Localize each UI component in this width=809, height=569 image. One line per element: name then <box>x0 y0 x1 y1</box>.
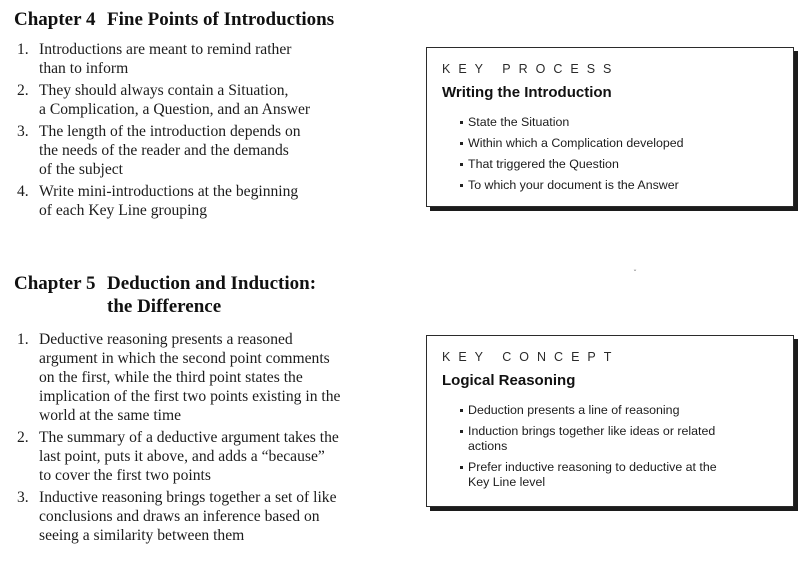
list-item <box>17 122 412 179</box>
item-text: Write mini-introductions at the beginning of each Key Line grouping <box>39 183 299 219</box>
box-kicker: KEY CONCEPT <box>442 350 620 364</box>
item-text: They should always contain a Situation, a Complication, a Question, and an Answer <box>39 82 311 118</box>
chapter-4-title: Fine Points of Introductions <box>107 9 335 30</box>
bullet-item: Deduction presents a line of reasoning <box>460 403 780 418</box>
chapter-4-number: Chapter 4 <box>14 9 96 30</box>
chapter-4-heading <box>14 8 414 32</box>
item-number: 2. <box>17 82 29 99</box>
item-number: 4. <box>17 183 29 200</box>
bullet-item: State the Situation <box>460 115 780 130</box>
bullet-item: Within which a Complication developed <box>460 136 780 151</box>
chapter-5-number: Chapter 5 <box>14 273 96 294</box>
list-item <box>17 330 417 425</box>
chapter-5-points <box>17 330 417 548</box>
item-text: Inductive reasoning brings together a set of like conclusions and draws an inference based on seeing a similarity between them <box>39 489 337 544</box>
key-concept-box <box>426 335 794 507</box>
item-text: Introductions are meant to remind rather than to inform <box>39 41 292 77</box>
chapter-4-points <box>17 40 412 223</box>
chapter-5-heading <box>14 272 414 320</box>
scan-speck: ˇ <box>633 269 637 278</box>
item-text: The summary of a deductive argument takes the last point, puts it above, and adds a “because” to cover the first two points <box>39 429 339 484</box>
item-text: Deductive reasoning presents a reasoned argument in which the second point comments on the first, while the third point states the implication of the first two points existing in the world at the same time <box>39 331 341 424</box>
bullet-item: To which your document is the Answer <box>460 178 780 193</box>
bullet-item: Prefer inductive reasoning to deductive at the Key Line level <box>460 460 780 490</box>
list-item <box>17 81 412 119</box>
list-item <box>17 182 412 220</box>
item-number: 1. <box>17 331 29 348</box>
item-number: 1. <box>17 41 29 58</box>
item-number: 3. <box>17 123 29 140</box>
bullet-item: That triggered the Question <box>460 157 780 172</box>
box-kicker: KEY PROCESS <box>442 62 620 76</box>
list-item <box>17 428 417 485</box>
box-bullets <box>460 403 780 496</box>
list-item <box>17 40 412 78</box>
chapter-5-title: Deduction and Induction: the Difference <box>107 273 317 317</box>
item-number: 2. <box>17 429 29 446</box>
box-bullets <box>460 115 780 199</box>
bullet-item: Induction brings together like ideas or related actions <box>460 424 780 454</box>
box-heading: Logical Reasoning <box>442 372 576 389</box>
item-text: The length of the introduction depends on the needs of the reader and the demands of the subject <box>39 123 301 178</box>
item-number: 3. <box>17 489 29 506</box>
box-heading: Writing the Introduction <box>442 84 612 101</box>
list-item <box>17 488 417 545</box>
key-process-box <box>426 47 794 207</box>
